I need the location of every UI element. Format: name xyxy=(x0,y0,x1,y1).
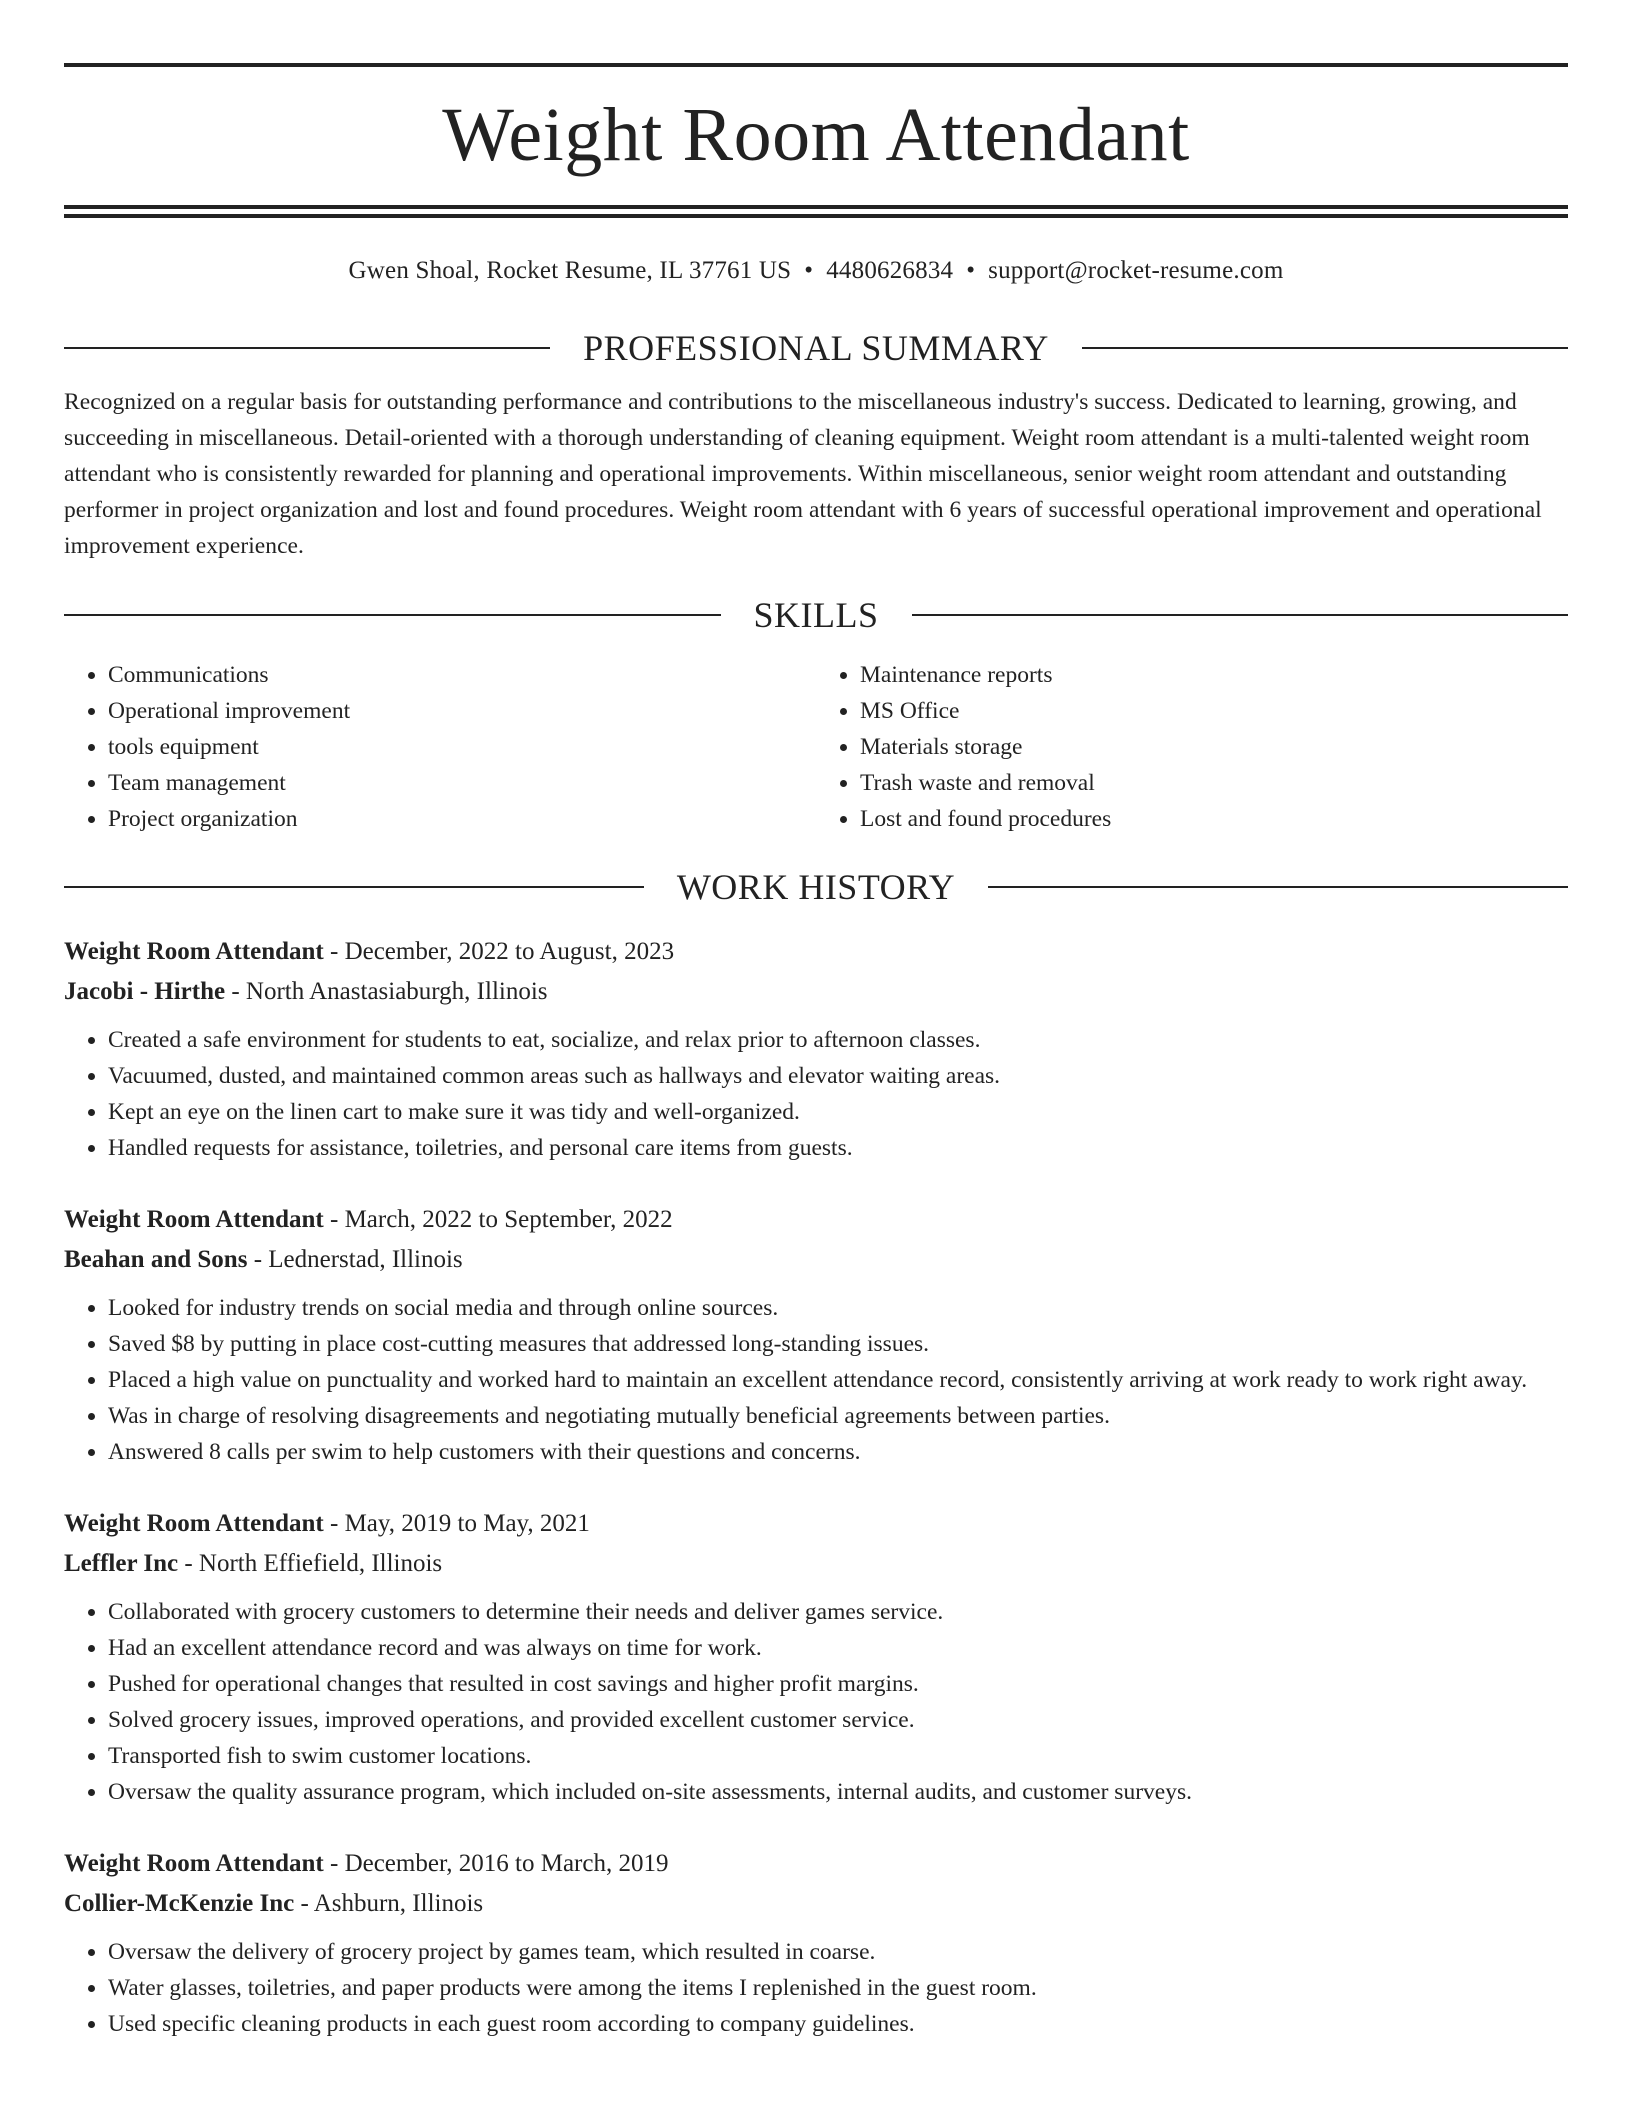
job-dash: - xyxy=(323,1510,345,1537)
job-title: Weight Room Attendant xyxy=(64,1510,324,1537)
summary-heading: PROFESSIONAL SUMMARY xyxy=(583,328,1049,368)
job-bullet: • Oversaw the delivery of grocery project by games team, which resulted in coarse. xyxy=(108,1934,1568,1970)
contact-email: support@rocket-resume.com xyxy=(988,257,1284,284)
job-company: Collier-McKenzie Inc xyxy=(64,1890,295,1917)
job-bullet-list xyxy=(64,1022,1568,1166)
job-dash: - xyxy=(294,1890,314,1917)
heading-rule-right xyxy=(1082,347,1568,349)
skill-item: • tools equipment xyxy=(108,729,816,765)
job-entry xyxy=(64,1200,1568,1470)
header-top-rule xyxy=(64,63,1568,67)
job-bullet: • Was in charge of resolving disagreements and negotiating mutually beneficial agreements between parties. xyxy=(108,1398,1568,1434)
skill-item: • Project organization xyxy=(108,801,816,837)
contact-separator: • xyxy=(804,257,814,284)
job-dates: December, 2022 to August, 2023 xyxy=(344,938,675,965)
job-dash: - xyxy=(178,1550,199,1577)
skill-item: • Lost and found procedures xyxy=(860,801,1568,837)
heading-rule-right xyxy=(912,614,1569,616)
job-company-line xyxy=(64,1884,1568,1924)
job-dates: May, 2019 to May, 2021 xyxy=(344,1510,590,1537)
skill-item: • MS Office xyxy=(860,693,1568,729)
job-company-line xyxy=(64,972,1568,1012)
job-company: Leffler Inc xyxy=(64,1550,179,1577)
job-bullet: • Handled requests for assistance, toiletries, and personal care items from guests. xyxy=(108,1130,1568,1166)
job-bullet-list xyxy=(64,1290,1568,1470)
job-company: Jacobi - Hirthe xyxy=(64,978,226,1005)
skill-item: • Team management xyxy=(108,765,816,801)
job-dash: - xyxy=(323,938,345,965)
job-title-line xyxy=(64,1504,1568,1544)
job-title-line xyxy=(64,1844,1568,1884)
job-dates: December, 2016 to March, 2019 xyxy=(344,1850,669,1877)
job-bullet: • Placed a high value on punctuality and worked hard to maintain an excellent attendance record, consistently arriving at work ready to work right away. xyxy=(108,1362,1568,1398)
job-bullet: • Transported fish to swim customer locations. xyxy=(108,1738,1568,1774)
header-bottom-rule-second xyxy=(64,214,1568,218)
job-company: Beahan and Sons xyxy=(64,1246,248,1273)
job-bullet: • Water glasses, toiletries, and paper products were among the items I replenished in the guest room. xyxy=(108,1970,1568,2006)
job-entry xyxy=(64,932,1568,1166)
job-bullet: • Kept an eye on the linen cart to make sure it was tidy and well-organized. xyxy=(108,1094,1568,1130)
job-dash: - xyxy=(225,978,246,1005)
job-dash: - xyxy=(323,1206,345,1233)
job-dates: March, 2022 to September, 2022 xyxy=(344,1206,673,1233)
skill-item: • Trash waste and removal xyxy=(860,765,1568,801)
job-bullet: • Answered 8 calls per swim to help customers with their questions and concerns. xyxy=(108,1434,1568,1470)
job-company-line xyxy=(64,1544,1568,1584)
skill-item: • Maintenance reports xyxy=(860,657,1568,693)
skills-section-heading xyxy=(64,595,1568,635)
job-bullet: • Used specific cleaning products in each guest room according to company guidelines. xyxy=(108,2006,1568,2042)
heading-rule-left xyxy=(64,347,550,349)
job-dash: - xyxy=(323,1850,345,1877)
contact-separator: • xyxy=(966,257,976,284)
job-bullet: • Solved grocery issues, improved operations, and provided excellent customer service. xyxy=(108,1702,1568,1738)
job-bullet: • Created a safe environment for students to eat, socialize, and relax prior to afternoon classes. xyxy=(108,1022,1568,1058)
skills-heading: SKILLS xyxy=(753,595,879,635)
skills-column-left xyxy=(64,657,816,837)
work-heading: WORK HISTORY xyxy=(676,867,956,907)
job-bullet-list xyxy=(64,1594,1568,1810)
job-title-line xyxy=(64,1200,1568,1240)
job-bullet-list xyxy=(64,1934,1568,2042)
job-location: Ashburn, Illinois xyxy=(313,1890,484,1917)
heading-rule-left xyxy=(64,886,644,888)
contact-line xyxy=(64,256,1568,286)
job-bullet: • Pushed for operational changes that resulted in cost savings and higher profit margins. xyxy=(108,1666,1568,1702)
work-section-heading xyxy=(64,867,1568,907)
job-bullet: • Saved $8 by putting in place cost-cutting measures that addressed long-standing issues. xyxy=(108,1326,1568,1362)
summary-section-heading xyxy=(64,328,1568,368)
skill-item: • Operational improvement xyxy=(108,693,816,729)
job-dash: - xyxy=(247,1246,269,1273)
job-title: Weight Room Attendant xyxy=(64,1206,324,1233)
resume-page xyxy=(64,0,1568,2042)
resume-title: Weight Room Attendant xyxy=(442,93,1190,177)
job-bullet: • Oversaw the quality assurance program, which included on-site assessments, internal audits, and customer surveys. xyxy=(108,1774,1568,1810)
contact-address: Gwen Shoal, Rocket Resume, IL 37761 US xyxy=(348,257,792,284)
job-entry xyxy=(64,1844,1568,2042)
skills-grid xyxy=(64,657,1568,837)
heading-rule-right xyxy=(988,886,1568,888)
job-location: North Effiefield, Illinois xyxy=(198,1550,443,1577)
job-entry xyxy=(64,1504,1568,1810)
job-bullet: • Had an excellent attendance record and was always on time for work. xyxy=(108,1630,1568,1666)
job-bullet: • Vacuumed, dusted, and maintained common areas such as hallways and elevator waiting areas. xyxy=(108,1058,1568,1094)
job-location: North Anastasiaburgh, Illinois xyxy=(245,978,548,1005)
job-title: Weight Room Attendant xyxy=(64,938,324,965)
job-company-line xyxy=(64,1240,1568,1280)
summary-paragraph: Recognized on a regular basis for outstanding performance and contributions to the miscellaneous industry's success. Dedicated to learning, growing, and succeeding in miscellaneous. Detail-oriented with a thorough understanding of cleaning equipment. Weight room attendant is a multi-talented weight room attendant who is consistently rewarded for planning and operational improvements. Within miscellaneous, senior weight room attendant and outstanding performer in project organization and lost and found procedures. Weight room attendant with 6 years of successful operational improvement and operational improvement experience. xyxy=(64,389,1542,559)
job-bullet: • Collaborated with grocery customers to determine their needs and deliver games service. xyxy=(108,1594,1568,1630)
header-bottom-rule xyxy=(64,205,1568,209)
skills-column-right xyxy=(816,657,1568,837)
contact-phone: 4480626834 xyxy=(826,257,954,284)
skill-item: • Communications xyxy=(108,657,816,693)
job-title-line xyxy=(64,932,1568,972)
job-bullet: • Looked for industry trends on social media and through online sources. xyxy=(108,1290,1568,1326)
skill-item: • Materials storage xyxy=(860,729,1568,765)
job-title: Weight Room Attendant xyxy=(64,1850,324,1877)
job-location: Lednerstad, Illinois xyxy=(268,1246,463,1273)
heading-rule-left xyxy=(64,614,721,616)
